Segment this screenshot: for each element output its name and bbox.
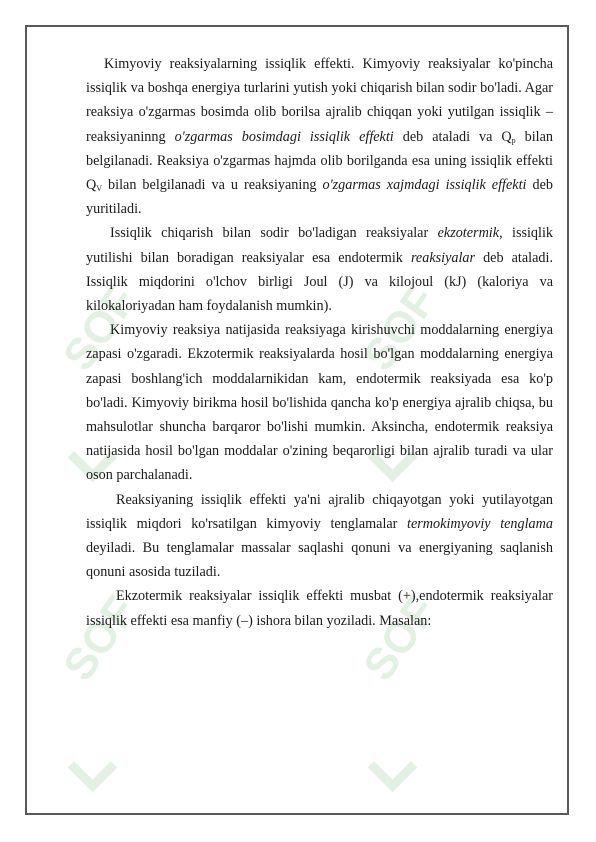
term-exothermic: ekzotermik: [437, 225, 500, 242]
paragraph-exo-endo: Issiqlik chiqarish bilan sodir bo'ladigan reaksiyalar ekzotermik, issiqlik yutilishi bilan boradigan reaksiyalar esa endotermik reaksiyalar deb ataladi. Issiqlik miqdorini o'lchov birligi Joul (J) va kilojoul (kJ) (kaloriya va kilokaloriyadan ham foydalanish mumkin).: [86, 225, 553, 315]
watermark-text: SOF: [54, 277, 147, 380]
watermark-text: SOF: [54, 587, 147, 690]
term-constant-pressure: o'zgarmas bosimdagi issiqlik effekti: [174, 128, 394, 145]
document-body: [86, 52, 553, 633]
watermark-text: SOF: [354, 587, 447, 690]
paragraph-sign-convention: Ekzotermik reaksiyalar issiqlik effekti musbat (+),endotermik reaksiyalar issiqlik effekti esa manfiy (–) ishora bilan yoziladi. Masalan:: [86, 588, 553, 629]
term-reactions: reaksiyalar: [410, 249, 476, 266]
watermark-text: SOF: [354, 277, 447, 380]
paragraph-energy-reserve: Kimyoviy reaksiya natijasida reaksiyaga kirishuvchi moddalarning energiya zapasi o'zgaradi. Ekzotermik reaksiyalarda hosil bo'lgan moddalarning energiya zapasi boshlang'ich moddalarnikidan kam, endotermik reaksiyada esa ko'p bo'ladi. Kimyoviy birikma hosil bo'lishida qancha ko'p energiya ajralib chiqsa, bu mahsulotlar shuncha barqaror bo'lishi mumkin. Aksincha, endotermik reaksiya natijasida hosil bo'lgan moddalar o'zining beqarorligi bilan ajralib turadi va ular oson parchalanadi.: [86, 322, 553, 484]
term-constant-volume: o'zgarmas xajmdagi issiqlik effekti: [322, 177, 527, 194]
term-thermochemical-equation: termokimyoviy tenglama: [407, 515, 553, 532]
paragraph-heat-effect: Kimyoviy reaksiyalarning issiqlik effekti. Kimyoviy reaksiyalar ko'pincha issiqlik va boshqa energiya turlarini yutish yoki chiqarish bilan sodir bo'ladi. Agar reaksiya o'zgarmas bosimda olib borilsa ajralib chiqqan yoki yutilgan issiqlik – reaksiyaninng o'zgarmas bosimdagi issiqlik effekti deb ataladi va $Q_p$ bilan belgilanadi. Reaksiya o'zgarmas hajmda olib borilganda esa uning issiqlik effekti $Q_V$ bilan belgilanadi va u reaksiyaning o'zgarmas xajmdagi issiqlik effekti deb yuritiladi.: [86, 56, 553, 218]
paragraph-thermochemical: Reaksiyaning issiqlik effekti ya'ni ajralib chiqayotgan yoki yutilayotgan issiqlik miqdori ko'rsatilgan kimyoviy tenglamalar termokimyoviy tenglama deyiladi. Bu tenglamalar massalar saqlashi qonuni va energiyaning saqlanish qonuni asosida tuziladi.: [86, 491, 553, 581]
